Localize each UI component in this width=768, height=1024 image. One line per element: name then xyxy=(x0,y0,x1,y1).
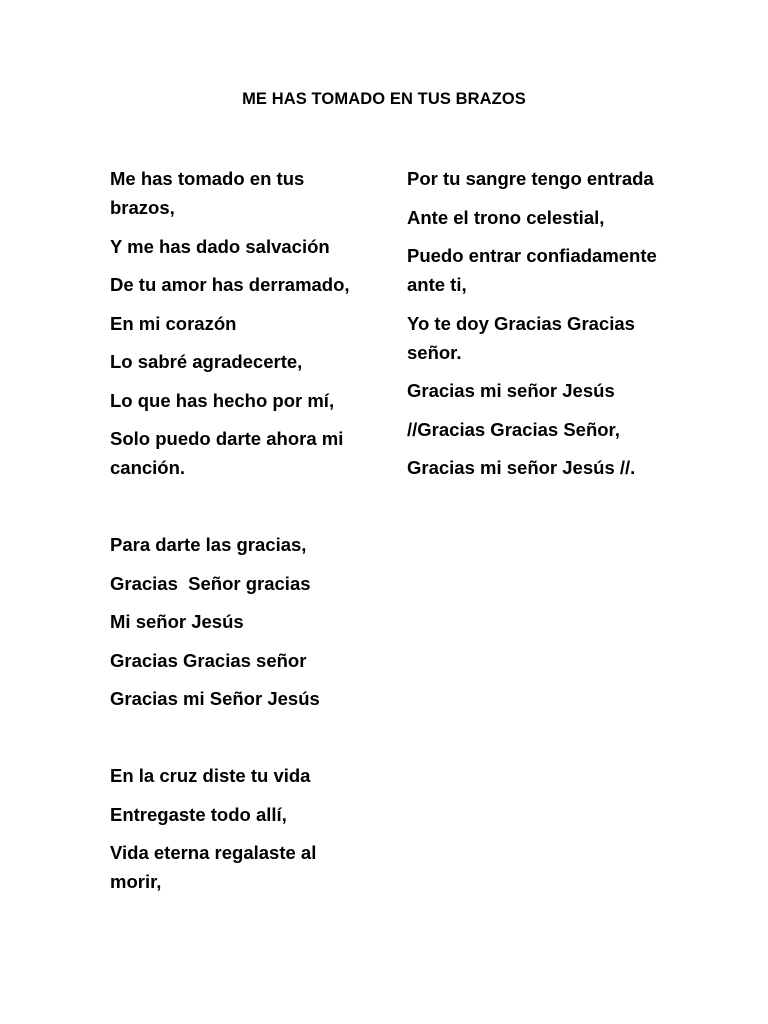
lyric-line: Lo que has hecho por mí, xyxy=(110,389,335,411)
song-title: ME HAS TOMADO EN TUS BRAZOS xyxy=(242,90,526,108)
right-column xyxy=(407,164,669,492)
lyric-line: En mi corazón xyxy=(110,312,237,334)
lyric-line: Solo puedo darte ahora mi canción. xyxy=(110,428,344,478)
stanza xyxy=(110,761,368,896)
lyric-line: Gracias Señor gracias xyxy=(110,572,311,594)
lyric-line: Entregaste todo allí, xyxy=(110,803,287,825)
lyric-line: Gracias mi señor Jesús xyxy=(407,380,615,401)
lyric-line: //Gracias Gracias Señor, xyxy=(407,418,620,440)
lyric-line: De tu amor has derramado, xyxy=(110,274,350,295)
lyric-line: Yo te doy Gracias Gracias señor. xyxy=(407,312,635,363)
lyric-line: Lo sabré agradecerte, xyxy=(110,351,303,372)
left-column xyxy=(110,164,368,906)
lyric-line: Para darte las gracias, xyxy=(110,534,307,555)
lyric-line: Gracias Gracias señor xyxy=(110,649,307,671)
lyric-line: Por tu sangre tengo entrada xyxy=(407,168,654,189)
lyric-line: Y me has dado salvación xyxy=(110,235,330,257)
lyric-line: Mi señor Jesús xyxy=(110,611,244,632)
lyric-line: Gracias mi Señor Jesús xyxy=(110,688,320,709)
lyric-line: Gracias mi señor Jesús //. xyxy=(407,457,636,478)
lyric-line: Puedo entrar confiadamente ante ti, xyxy=(407,245,657,295)
lyric-line: Me has tomado en tus brazos, xyxy=(110,168,305,218)
lyric-line: Vida eterna regalaste al morir, xyxy=(110,842,317,892)
stanza xyxy=(110,530,368,713)
lyric-line: En la cruz diste tu vida xyxy=(110,765,311,786)
stanza xyxy=(407,164,669,482)
stanza xyxy=(110,164,368,482)
lyric-line: Ante el trono celestial, xyxy=(407,206,605,228)
